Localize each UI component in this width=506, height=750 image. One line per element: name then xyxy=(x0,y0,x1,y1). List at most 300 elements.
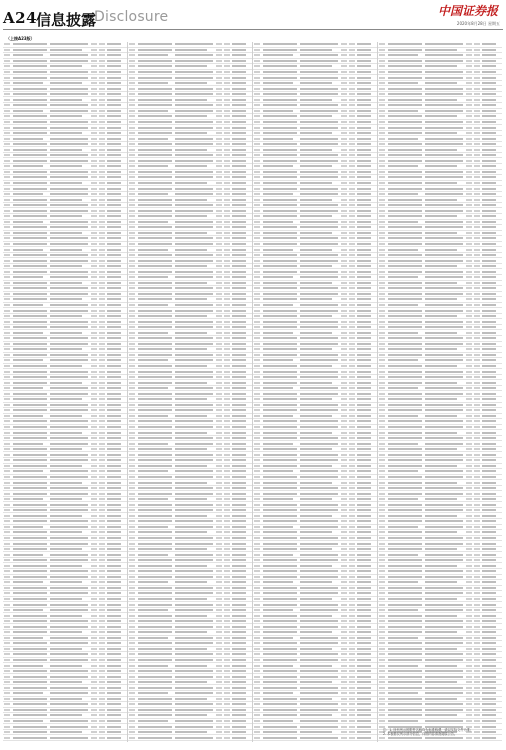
cell-placeholder xyxy=(50,432,82,434)
cell-placeholder xyxy=(232,215,246,217)
cell-placeholder xyxy=(224,548,230,550)
cell-placeholder xyxy=(466,310,472,312)
cell-placeholder xyxy=(4,138,10,140)
cell-placeholder xyxy=(254,714,260,716)
cell-placeholder xyxy=(99,459,105,461)
cell-placeholder xyxy=(50,676,88,678)
cell-placeholder xyxy=(263,703,297,705)
cell-placeholder xyxy=(4,665,10,667)
cell-placeholder xyxy=(341,393,347,395)
cell-placeholder xyxy=(300,176,338,178)
cell-placeholder xyxy=(175,165,207,167)
cell-placeholder xyxy=(349,149,355,151)
cell-placeholder xyxy=(216,415,222,417)
cell-placeholder xyxy=(13,143,47,145)
cell-placeholder xyxy=(474,160,480,162)
cell-placeholder xyxy=(13,171,47,173)
cell-placeholder xyxy=(482,548,496,550)
cell-placeholder xyxy=(175,592,213,594)
cell-placeholder xyxy=(107,188,121,190)
cell-placeholder xyxy=(341,77,347,79)
cell-placeholder xyxy=(50,493,88,495)
cell-placeholder xyxy=(91,587,97,589)
cell-placeholder xyxy=(175,543,213,545)
cell-placeholder xyxy=(91,149,97,151)
cell-placeholder xyxy=(224,631,230,633)
cell-placeholder xyxy=(341,504,347,506)
cell-placeholder xyxy=(129,315,135,317)
cell-placeholder xyxy=(50,93,88,95)
cell-placeholder xyxy=(379,382,385,384)
cell-placeholder xyxy=(91,182,97,184)
cell-placeholder xyxy=(13,570,47,572)
cell-placeholder xyxy=(482,43,496,45)
cell-placeholder xyxy=(388,49,422,51)
cell-placeholder xyxy=(50,504,88,506)
cell-placeholder xyxy=(263,487,297,489)
cell-placeholder xyxy=(341,581,347,583)
cell-placeholder xyxy=(99,149,105,151)
cell-placeholder xyxy=(224,243,230,245)
cell-placeholder xyxy=(107,149,121,151)
cell-placeholder xyxy=(129,293,135,295)
cell-placeholder xyxy=(388,88,422,90)
issue-date: 2020年8月28日 星期五 xyxy=(456,21,500,26)
cell-placeholder xyxy=(175,398,207,400)
cell-placeholder xyxy=(107,193,121,195)
cell-placeholder xyxy=(91,376,97,378)
cell-placeholder xyxy=(263,138,293,140)
cell-placeholder xyxy=(4,726,10,728)
cell-placeholder xyxy=(107,637,121,639)
cell-placeholder xyxy=(341,354,347,356)
cell-placeholder xyxy=(466,110,472,112)
cell-placeholder xyxy=(50,315,82,317)
cell-placeholder xyxy=(107,626,121,628)
cell-placeholder xyxy=(254,276,260,278)
cell-placeholder xyxy=(91,154,97,156)
cell-placeholder xyxy=(425,71,463,73)
cell-placeholder xyxy=(216,426,222,428)
cell-placeholder xyxy=(91,443,97,445)
cell-placeholder xyxy=(425,498,457,500)
cell-placeholder xyxy=(129,77,135,79)
cell-placeholder xyxy=(482,138,496,140)
cell-placeholder xyxy=(4,554,10,556)
cell-placeholder xyxy=(99,681,105,683)
cell-placeholder xyxy=(466,620,472,622)
cell-placeholder xyxy=(175,470,213,472)
cell-placeholder xyxy=(357,415,371,417)
cell-placeholder xyxy=(379,149,385,151)
cell-placeholder xyxy=(388,459,422,461)
cell-placeholder xyxy=(138,371,172,373)
cell-placeholder xyxy=(99,77,105,79)
cell-placeholder xyxy=(91,287,97,289)
cell-placeholder xyxy=(482,82,496,84)
cell-placeholder xyxy=(99,348,105,350)
cell-placeholder xyxy=(232,598,246,600)
cell-placeholder xyxy=(474,60,480,62)
cell-placeholder xyxy=(224,221,230,223)
cell-placeholder xyxy=(379,509,385,511)
cell-placeholder xyxy=(474,165,480,167)
cell-placeholder xyxy=(13,470,43,472)
cell-placeholder xyxy=(138,237,172,239)
cell-placeholder xyxy=(99,249,105,251)
cell-placeholder xyxy=(138,232,172,234)
cell-placeholder xyxy=(254,415,260,417)
cell-placeholder xyxy=(466,326,472,328)
cell-placeholder xyxy=(129,520,135,522)
cell-placeholder xyxy=(388,204,422,206)
cell-placeholder xyxy=(379,570,385,572)
cell-placeholder xyxy=(216,670,222,672)
cell-placeholder xyxy=(300,210,338,212)
cell-placeholder xyxy=(482,204,496,206)
cell-placeholder xyxy=(466,476,472,478)
cell-placeholder xyxy=(175,615,207,617)
cell-placeholder xyxy=(357,548,371,550)
cell-placeholder xyxy=(482,143,496,145)
cell-placeholder xyxy=(388,426,422,428)
cell-placeholder xyxy=(216,531,222,533)
cell-placeholder xyxy=(254,587,260,589)
table-row xyxy=(3,741,127,742)
cell-placeholder xyxy=(232,210,246,212)
cell-placeholder xyxy=(263,226,297,228)
cell-placeholder xyxy=(425,404,463,406)
cell-placeholder xyxy=(379,498,385,500)
cell-placeholder xyxy=(129,348,135,350)
cell-placeholder xyxy=(349,587,355,589)
cell-placeholder xyxy=(357,43,371,45)
cell-placeholder xyxy=(50,110,88,112)
cell-placeholder xyxy=(224,459,230,461)
cell-placeholder xyxy=(4,60,10,62)
cell-placeholder xyxy=(474,82,480,84)
cell-placeholder xyxy=(254,454,260,456)
cell-placeholder xyxy=(341,470,347,472)
cell-placeholder xyxy=(388,104,422,106)
cell-placeholder xyxy=(379,343,385,345)
cell-placeholder xyxy=(224,60,230,62)
cell-placeholder xyxy=(232,104,246,106)
cell-placeholder xyxy=(50,687,88,689)
cell-placeholder xyxy=(341,282,347,284)
cell-placeholder xyxy=(474,559,480,561)
cell-placeholder xyxy=(4,543,10,545)
cell-placeholder xyxy=(341,387,347,389)
cell-placeholder xyxy=(50,426,88,428)
cell-placeholder xyxy=(216,504,222,506)
cell-placeholder xyxy=(91,554,97,556)
cell-placeholder xyxy=(425,160,463,162)
cell-placeholder xyxy=(107,554,121,556)
cell-placeholder xyxy=(349,487,355,489)
cell-placeholder xyxy=(107,293,121,295)
cell-placeholder xyxy=(91,237,97,239)
cell-placeholder xyxy=(300,65,332,67)
cell-placeholder xyxy=(4,592,10,594)
cell-placeholder xyxy=(379,332,385,334)
cell-placeholder xyxy=(263,171,297,173)
cell-placeholder xyxy=(175,642,213,644)
cell-placeholder xyxy=(357,531,371,533)
cell-placeholder xyxy=(379,282,385,284)
cell-placeholder xyxy=(4,204,10,206)
cell-placeholder xyxy=(388,454,422,456)
cell-placeholder xyxy=(349,65,355,67)
cell-placeholder xyxy=(349,77,355,79)
cell-placeholder xyxy=(341,104,347,106)
cell-placeholder xyxy=(232,182,246,184)
cell-placeholder xyxy=(254,77,260,79)
cell-placeholder xyxy=(224,326,230,328)
cell-placeholder xyxy=(129,443,135,445)
cell-placeholder xyxy=(107,393,121,395)
cell-placeholder xyxy=(254,709,260,711)
cell-placeholder xyxy=(129,393,135,395)
cell-placeholder xyxy=(91,160,97,162)
cell-placeholder xyxy=(138,199,172,201)
cell-placeholder xyxy=(357,509,371,511)
cell-placeholder xyxy=(349,293,355,295)
cell-placeholder xyxy=(4,188,10,190)
cell-placeholder xyxy=(4,104,10,106)
cell-placeholder xyxy=(107,249,121,251)
cell-placeholder xyxy=(474,515,480,517)
cell-placeholder xyxy=(224,354,230,356)
cell-placeholder xyxy=(474,531,480,533)
cell-placeholder xyxy=(379,359,385,361)
cell-placeholder xyxy=(175,659,213,661)
cell-placeholder xyxy=(216,60,222,62)
cell-placeholder xyxy=(482,149,496,151)
cell-placeholder xyxy=(50,65,82,67)
cell-placeholder xyxy=(300,226,338,228)
cell-placeholder xyxy=(175,681,207,683)
cell-placeholder xyxy=(175,665,207,667)
cell-placeholder xyxy=(425,548,457,550)
cell-placeholder xyxy=(91,714,97,716)
cell-placeholder xyxy=(425,143,463,145)
cell-placeholder xyxy=(13,210,47,212)
cell-placeholder xyxy=(13,726,47,728)
cell-placeholder xyxy=(175,737,213,739)
cell-placeholder xyxy=(13,720,43,722)
cell-placeholder xyxy=(474,576,480,578)
cell-placeholder xyxy=(107,642,121,644)
cell-placeholder xyxy=(357,132,371,134)
cell-placeholder xyxy=(388,249,418,251)
cell-placeholder xyxy=(263,520,297,522)
cell-placeholder xyxy=(474,687,480,689)
cell-placeholder xyxy=(474,714,480,716)
cell-placeholder xyxy=(474,387,480,389)
cell-placeholder xyxy=(254,293,260,295)
cell-placeholder xyxy=(254,653,260,655)
cell-placeholder xyxy=(232,420,246,422)
cell-placeholder xyxy=(474,99,480,101)
cell-placeholder xyxy=(4,382,10,384)
cell-placeholder xyxy=(4,143,10,145)
cell-placeholder xyxy=(175,321,213,323)
cell-placeholder xyxy=(341,642,347,644)
cell-placeholder xyxy=(91,703,97,705)
cell-placeholder xyxy=(263,93,297,95)
cell-placeholder xyxy=(300,448,332,450)
cell-placeholder xyxy=(224,104,230,106)
cell-placeholder xyxy=(379,371,385,373)
cell-placeholder xyxy=(466,420,472,422)
cell-placeholder xyxy=(13,54,43,56)
cell-placeholder xyxy=(91,531,97,533)
cell-placeholder xyxy=(13,115,47,117)
cell-placeholder xyxy=(224,615,230,617)
cell-placeholder xyxy=(91,415,97,417)
cell-placeholder xyxy=(379,143,385,145)
cell-placeholder xyxy=(466,315,472,317)
cell-placeholder xyxy=(224,188,230,190)
cell-placeholder xyxy=(50,604,88,606)
cell-placeholder xyxy=(224,520,230,522)
cell-placeholder xyxy=(224,77,230,79)
cell-placeholder xyxy=(129,354,135,356)
cell-placeholder xyxy=(349,720,355,722)
cell-placeholder xyxy=(263,420,297,422)
cell-placeholder xyxy=(425,165,457,167)
cell-placeholder xyxy=(254,260,260,262)
cell-placeholder xyxy=(224,193,230,195)
cell-placeholder xyxy=(99,49,105,51)
cell-placeholder xyxy=(175,160,213,162)
cell-placeholder xyxy=(175,465,207,467)
cell-placeholder xyxy=(466,121,472,123)
cell-placeholder xyxy=(50,104,88,106)
cell-placeholder xyxy=(13,193,43,195)
cell-placeholder xyxy=(357,71,371,73)
cell-placeholder xyxy=(175,626,213,628)
cell-placeholder xyxy=(482,609,496,611)
cell-placeholder xyxy=(138,204,172,206)
cell-placeholder xyxy=(357,681,371,683)
cell-placeholder xyxy=(482,310,496,312)
cell-placeholder xyxy=(300,670,338,672)
cell-placeholder xyxy=(300,193,338,195)
cell-placeholder xyxy=(50,188,88,190)
cell-placeholder xyxy=(357,526,371,528)
cell-placeholder xyxy=(138,498,168,500)
cell-placeholder xyxy=(482,282,496,284)
cell-placeholder xyxy=(341,459,347,461)
cell-placeholder xyxy=(216,548,222,550)
cell-placeholder xyxy=(232,659,246,661)
cell-placeholder xyxy=(379,293,385,295)
cell-placeholder xyxy=(175,237,213,239)
cell-placeholder xyxy=(50,415,82,417)
cell-placeholder xyxy=(99,443,105,445)
cell-placeholder xyxy=(99,520,105,522)
cell-placeholder xyxy=(474,443,480,445)
cell-placeholder xyxy=(341,176,347,178)
cell-placeholder xyxy=(4,493,10,495)
cell-placeholder xyxy=(99,420,105,422)
cell-placeholder xyxy=(254,615,260,617)
cell-placeholder xyxy=(224,93,230,95)
cell-placeholder xyxy=(91,720,97,722)
cell-placeholder xyxy=(357,54,371,56)
cell-placeholder xyxy=(349,276,355,278)
cell-placeholder xyxy=(379,504,385,506)
cell-placeholder xyxy=(13,149,47,151)
cell-placeholder xyxy=(254,110,260,112)
cell-placeholder xyxy=(138,554,168,556)
cell-placeholder xyxy=(466,115,472,117)
cell-placeholder xyxy=(482,199,496,201)
cell-placeholder xyxy=(13,554,43,556)
cell-placeholder xyxy=(107,348,121,350)
cell-placeholder xyxy=(50,260,88,262)
cell-placeholder xyxy=(50,182,82,184)
cell-placeholder xyxy=(482,154,496,156)
cell-placeholder xyxy=(138,454,172,456)
cell-placeholder xyxy=(474,265,480,267)
cell-placeholder xyxy=(300,504,338,506)
cell-placeholder xyxy=(388,504,422,506)
cell-placeholder xyxy=(91,132,97,134)
cell-placeholder xyxy=(99,226,105,228)
cell-placeholder xyxy=(357,343,371,345)
cell-placeholder xyxy=(357,554,371,556)
cell-placeholder xyxy=(107,720,121,722)
cell-placeholder xyxy=(466,82,472,84)
cell-placeholder xyxy=(224,498,230,500)
cell-placeholder xyxy=(138,576,172,578)
cell-placeholder xyxy=(263,276,293,278)
cell-placeholder xyxy=(129,143,135,145)
cell-placeholder xyxy=(482,160,496,162)
cell-placeholder xyxy=(99,382,105,384)
cell-placeholder xyxy=(466,132,472,134)
cell-placeholder xyxy=(349,43,355,45)
cell-placeholder xyxy=(388,665,418,667)
cell-placeholder xyxy=(357,276,371,278)
cell-placeholder xyxy=(175,65,207,67)
cell-placeholder xyxy=(341,65,347,67)
cell-placeholder xyxy=(379,470,385,472)
cell-placeholder xyxy=(138,387,168,389)
cell-placeholder xyxy=(4,448,10,450)
cell-placeholder xyxy=(91,626,97,628)
cell-placeholder xyxy=(224,515,230,517)
cell-placeholder xyxy=(263,637,293,639)
cell-placeholder xyxy=(349,260,355,262)
cell-placeholder xyxy=(107,581,121,583)
cell-placeholder xyxy=(216,576,222,578)
cell-placeholder xyxy=(254,437,260,439)
cell-placeholder xyxy=(254,520,260,522)
cell-placeholder xyxy=(349,132,355,134)
cell-placeholder xyxy=(232,260,246,262)
cell-placeholder xyxy=(138,609,168,611)
cell-placeholder xyxy=(175,415,207,417)
cell-placeholder xyxy=(129,653,135,655)
cell-placeholder xyxy=(13,692,43,694)
cell-placeholder xyxy=(357,348,371,350)
cell-placeholder xyxy=(263,365,297,367)
cell-placeholder xyxy=(388,720,418,722)
